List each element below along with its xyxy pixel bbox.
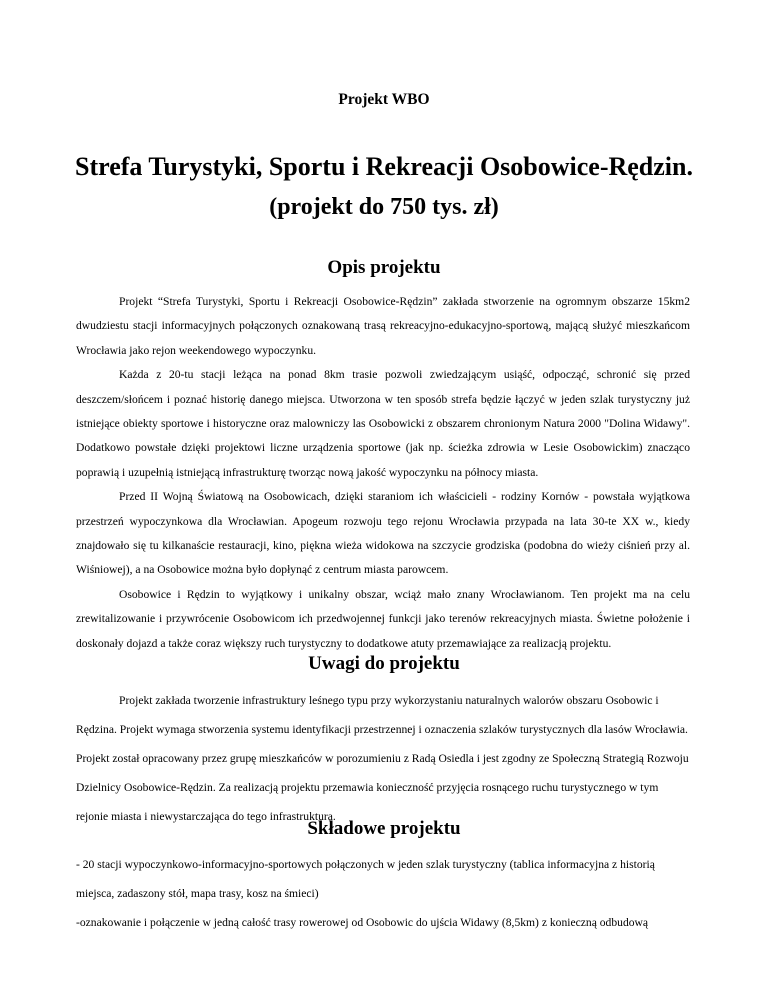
- section-uwagi-body: [76, 686, 690, 831]
- opis-paragraph: Każda z 20-tu stacji leżąca na ponad 8km trasie pozwoli zwiedzającym usiąść, odpocząć, schronić się przed deszczem/słońcem i poznać historię danego miejsca. Utworzona w ten sposób strefa będzie łączyć w jeden szlak turystyczny już istniejące obiekty sportowe i historyczne oraz malowniczy las Osobowicki z obszarem chronionym Natura 2000 "Dolina Widawy". Dodatkowo powstałe dzięki projektowi liczne urządzenia sportowe (jak np. ścieżka zdrowia w Lesie Osobowickim) znacząco poprawią i uzupełnią istniejącą infrastrukturę tworząc nową jakość wypoczynku na północy miasta.: [76, 368, 690, 479]
- skladowe-list-item: - 20 stacji wypoczynkowo-informacyjno-sportowych połączonych w jeden szlak turystyczny (tablica informacyjna z historią miejsca, zadaszony stół, mapa trasy, kosz na śmieci): [76, 858, 655, 900]
- section-heading-skladowe: Składowe projektu: [307, 818, 461, 839]
- project-label: Projekt WBO: [338, 91, 430, 108]
- section-heading-uwagi: Uwagi do projektu: [308, 653, 460, 674]
- skladowe-list-item: -oznakowanie i połączenie w jedną całość trasy rowerowej od Osobowic do ujścia Widawy (8,5km) z konieczną odbudową: [76, 916, 649, 929]
- section-skladowe-body: [76, 850, 690, 937]
- section-opis-body: [76, 290, 690, 656]
- opis-paragraph: Przed II Wojną Światową na Osobowicach, dzięki staraniom ich właścicieli - rodziny Kornów - powstała wyjątkowa przestrzeń wypoczynkowa dla Wrocławian. Apogeum rozwoju tego rejonu Wrocławia przypada na lata 30-te XX w., kiedy znajdowało się tu kilkanaście restauracji, kino, piękna wieża widokowa na szczycie grodziska (podobna do wieży ciśnień przy al. Wiśniowej), a na Osobowice można było dopłynąć z centrum miasta parowcem.: [76, 490, 690, 577]
- section-heading-opis: Opis projektu: [327, 257, 441, 278]
- opis-paragraph: Projekt “Strefa Turystyki, Sportu i Rekreacji Osobowice-Rędzin” zakłada stworzenie na ogromnym obszarze 15km2 dwudziestu stacji informacyjnych połączonych oznakowaną trasą rekreacyjno-edukacyjno-sportową, mającą służyć mieszkańcom Wrocławia jako rejon weekendowego wypoczynku.: [76, 295, 690, 357]
- document-subtitle: (projekt do 750 tys. zł): [269, 194, 499, 220]
- uwagi-paragraph: Projekt zakłada tworzenie infrastruktury leśnego typu przy wykorzystaniu naturalnych walorów obszaru Osobowic i Rędzina. Projekt wymaga stworzenia systemu identyfikacji przestrzennej i oznaczenia szlaków turystycznych dla lasów Wrocławia. Projekt został opracowany przez grupę mieszkańców w porozumieniu z Radą Osiedla i jest zgodny ze Społeczną Strategią Rozwoju Dzielnicy Osobowice-Rędzin. Za realizacją projektu przemawia konieczność przyjęcia rosnącego ruchu turystycznego w tym rejonie miasta i niewystarczająca do tego infrastruktura.: [76, 694, 689, 823]
- document-title: Strefa Turystyki, Sportu i Rekreacji Osobowice-Rędzin.: [75, 152, 693, 181]
- opis-paragraph: Osobowice i Rędzin to wyjątkowy i unikalny obszar, wciąż mało znany Wrocławianom. Ten projekt ma na celu zrewitalizowanie i przywrócenie Osobowicom ich przedwojennej funkcji jako terenów rekreacyjnych miasta. Świetne położenie i doskonały dojazd a także coraz większy ruch turystyczny to dodatkowe atuty przemawiające za realizacją projektu.: [76, 587, 690, 650]
